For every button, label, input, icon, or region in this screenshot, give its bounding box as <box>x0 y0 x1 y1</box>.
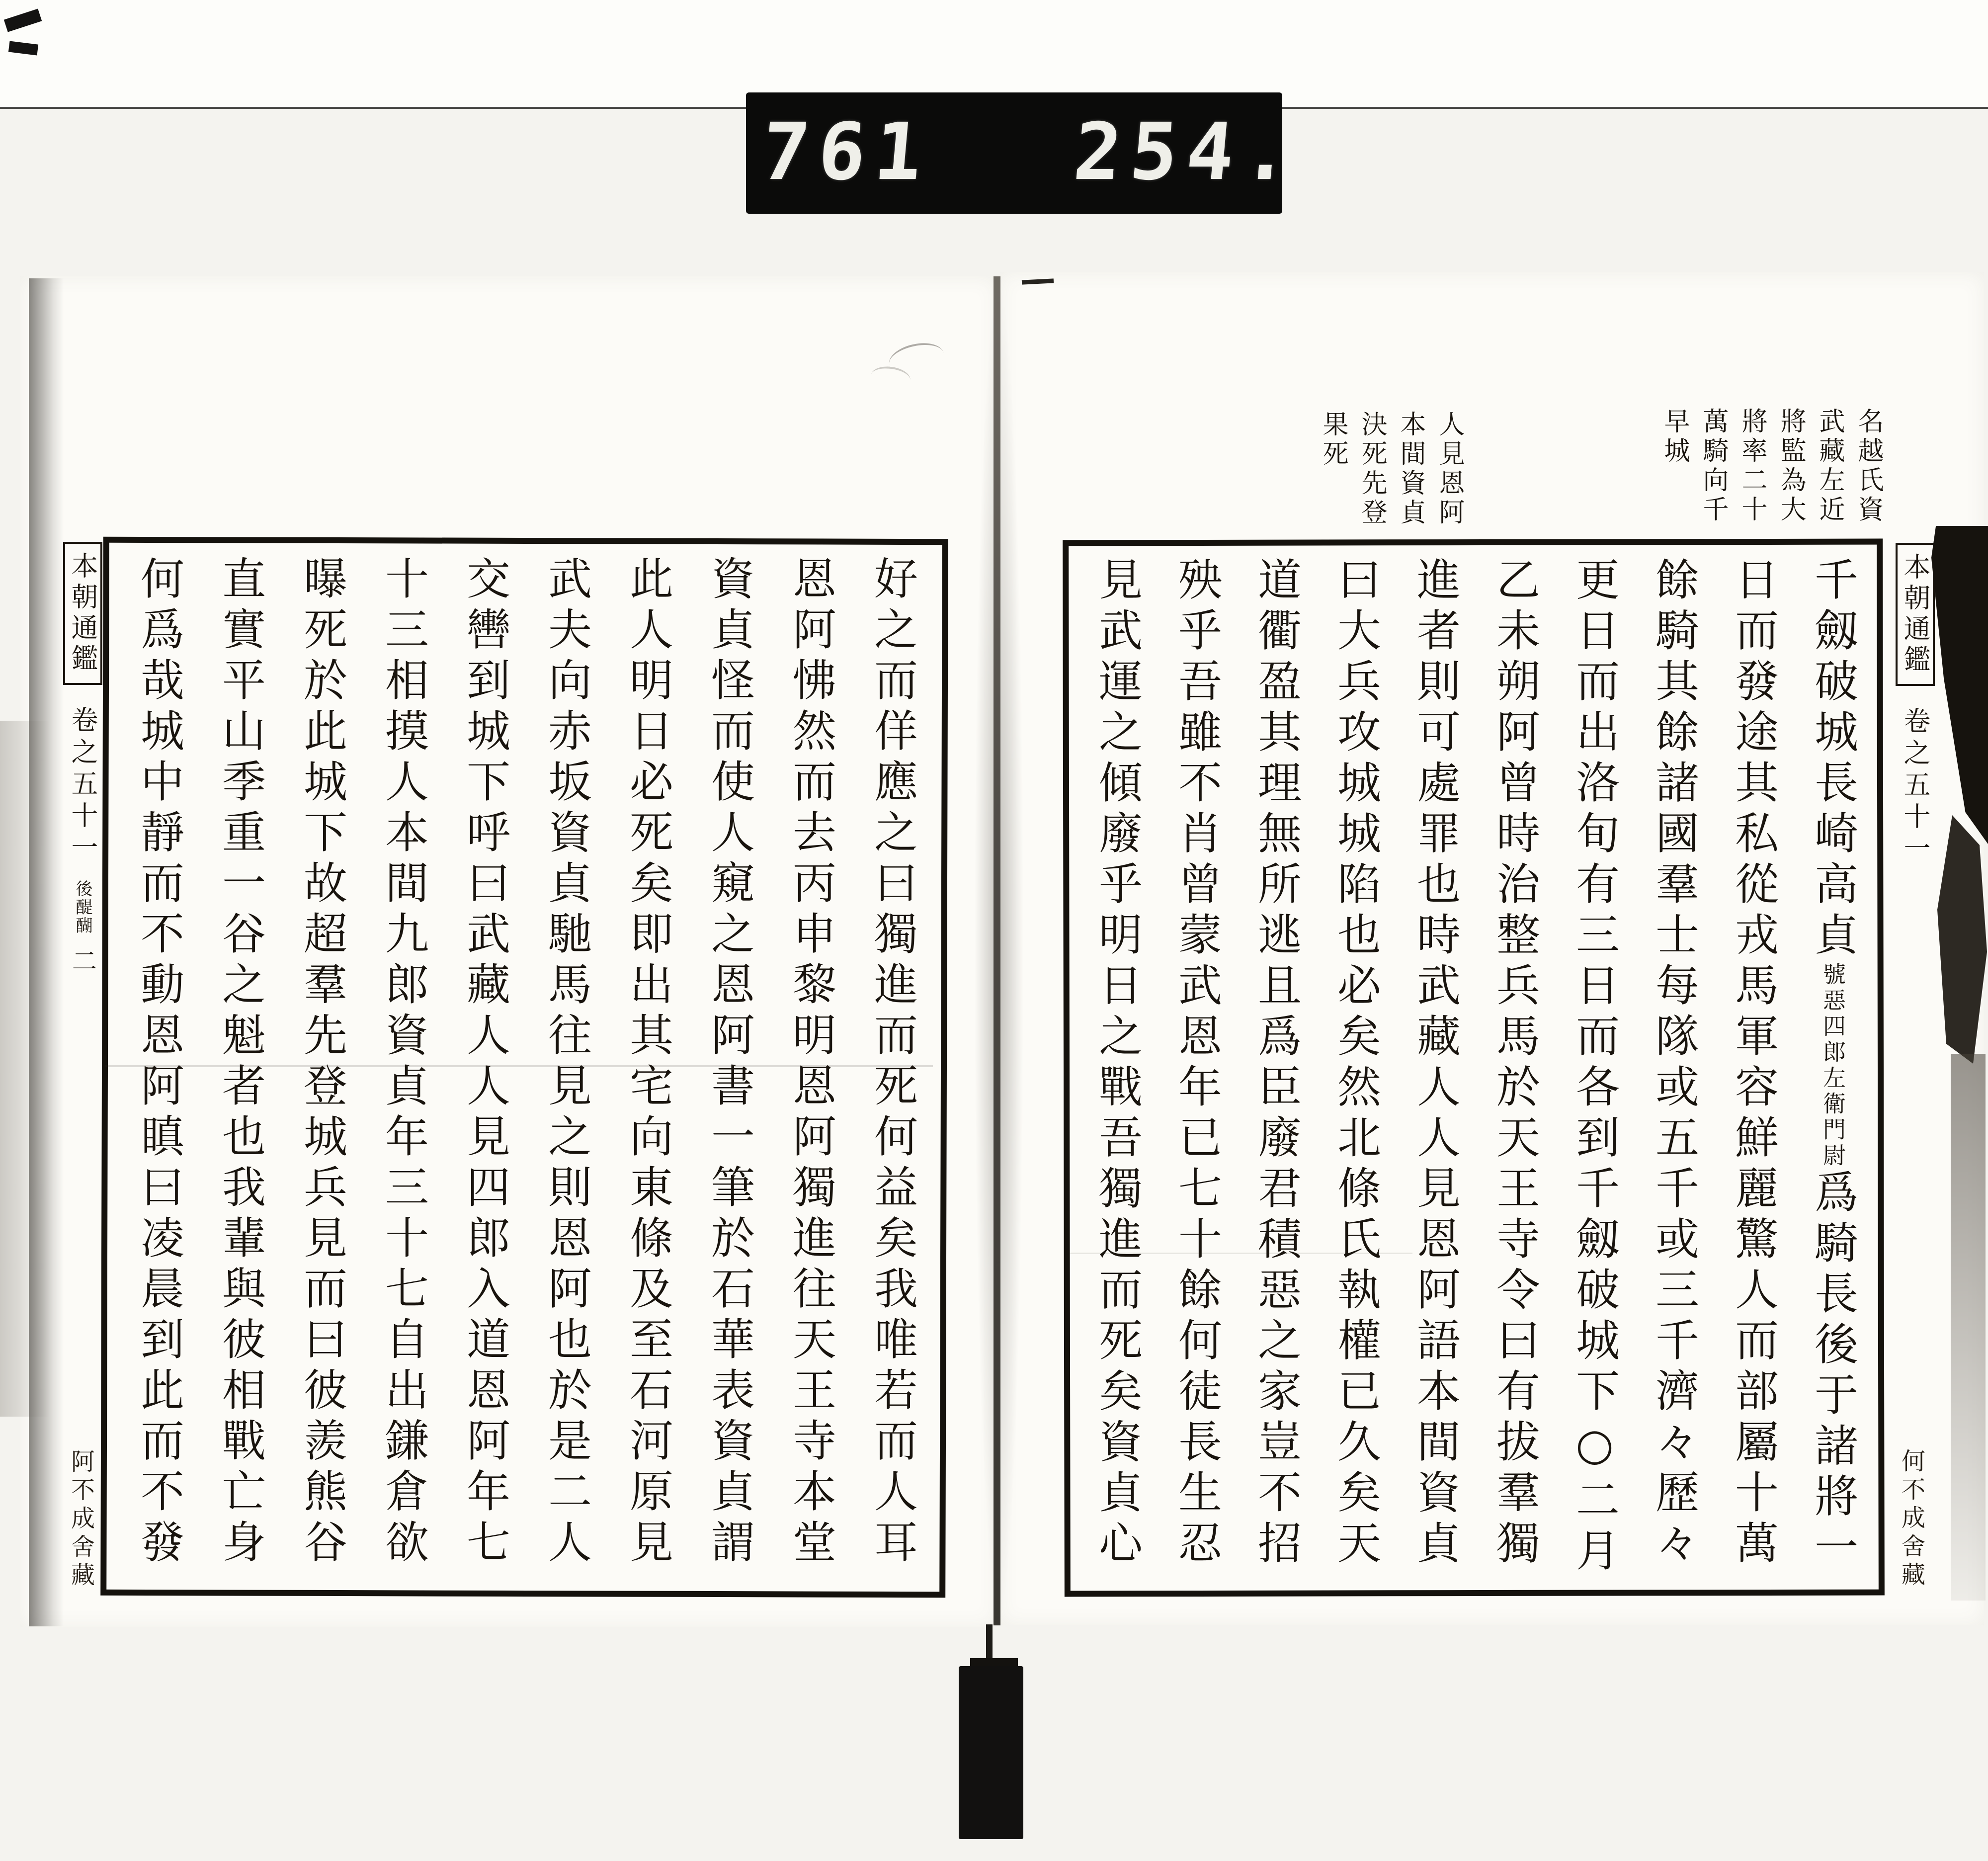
text-column: 交轡到城下呼曰武藏人人見四郎入道恩阿年七 <box>460 556 511 1570</box>
text-column: 十三相摸人本間九郎資貞年三十七自出鎌倉欲 <box>378 556 429 1570</box>
left-page-text-block <box>118 556 933 1580</box>
book-clasp-stem <box>986 1624 993 1661</box>
text-column: 何爲哉城中靜而不動恩阿瞋曰凌晨到此而不發 <box>134 556 185 1570</box>
edge-title-box: 本朝通鑑 <box>1896 543 1935 686</box>
edge-volume: 卷之五十一 <box>1900 707 1931 866</box>
inline-small-note: 號惡四郎左衛門尉 <box>1820 962 1846 1169</box>
edge-leaf-number: 二 <box>68 948 97 973</box>
text-column: 決死先登 <box>1357 411 1387 528</box>
ownership-mark: 阿不成舍藏 <box>67 1449 95 1591</box>
text-column: 將率二十 <box>1737 408 1767 525</box>
left-page-edge-strip <box>60 542 102 1595</box>
page-curl-shadow <box>0 721 50 1417</box>
text-column: 好之而佯應之曰獨進而死何益矣我唯若而人耳 <box>867 556 918 1570</box>
text-column: 本間資貞 <box>1396 411 1425 528</box>
text-column: 道衢盈其理無所逃且爲臣廢君積惡之家豈不招 <box>1251 557 1302 1571</box>
scan-shadow-streak <box>1951 1054 1986 1601</box>
counter-digits-left: 761 <box>758 106 935 198</box>
text-column: 日而發途其私從戎馬軍容鮮麗驚人而部屬十萬 <box>1728 557 1779 1571</box>
right-page-edge-strip <box>1889 543 1934 1594</box>
text-column: 曰大兵攻城城陷也必矣然北條氏執權已久矣天 <box>1330 557 1382 1571</box>
scanner-top-band <box>0 0 1988 108</box>
ownership-mark: 何不成舍藏 <box>1897 1448 1925 1590</box>
counter-digits-right: 254. <box>1070 106 1303 198</box>
binding-gutter <box>994 276 1000 1625</box>
text-column: 曝死於此城下故超羣先登城兵見而曰彼羨熊谷 <box>297 556 348 1570</box>
text-column: 殃乎吾雖不肖曾蒙武恩年已七十餘何徒長生忍 <box>1171 557 1223 1571</box>
scan-streak <box>105 1065 933 1067</box>
text-column: 見武運之傾廢乎明日之戰吾獨進而死矣資貞心 <box>1092 557 1143 1571</box>
text-column: 人見恩阿 <box>1434 411 1464 528</box>
text-column: 將監為大 <box>1776 408 1806 525</box>
text-column: 名越氏資 <box>1853 408 1883 525</box>
text-column: 千劔破城長崎高貞號惡四郎左衛門尉爲騎長後于諸將一 <box>1808 557 1859 1575</box>
right-page-head-note-1 <box>1654 408 1888 538</box>
right-page-text-block <box>1077 557 1873 1578</box>
edge-volume: 卷之五十一 <box>67 706 98 865</box>
text-column: 更日而出洛旬有三日而各到千劔破城下○二月 <box>1569 557 1620 1578</box>
text-column: 進者則可處罪也時武藏人人見恩阿語本間資貞 <box>1410 557 1461 1571</box>
text-column: 早城 <box>1659 408 1689 466</box>
frame-counter <box>747 93 1303 213</box>
edge-title-box: 本朝通鑑 <box>63 542 102 685</box>
right-page-head-note-2 <box>1317 411 1469 539</box>
edge-era-label: 後醍醐 <box>73 880 92 935</box>
scan-streak <box>1070 1253 1412 1254</box>
text-column: 餘騎其餘諸國羣士每隊或五千或三千濟々歷々 <box>1649 557 1700 1571</box>
book-clasp <box>959 1666 1023 1839</box>
text-column: 恩阿怫然而去丙申黎明恩阿獨進往天王寺本堂 <box>786 556 837 1570</box>
text-column: 果死 <box>1318 411 1348 469</box>
text-column: 武夫向赤坂資貞馳馬往見之則恩阿也於是二人 <box>541 556 592 1570</box>
text-column: 萬騎向千 <box>1698 408 1728 525</box>
text-column: 此人明日必死矣即出其宅向東條及至石河原見 <box>623 556 674 1570</box>
text-column: 資貞怪而使人窺之恩阿書一筆於石華表資貞謂 <box>704 556 755 1570</box>
text-column: 乙未朔阿曾時治整兵馬於天王寺令曰有拔羣獨 <box>1490 557 1541 1571</box>
text-column: 武藏左近 <box>1815 408 1844 525</box>
text-column: 直實平山季重一谷之魁者也我輩與彼相戰亡身 <box>215 556 266 1570</box>
